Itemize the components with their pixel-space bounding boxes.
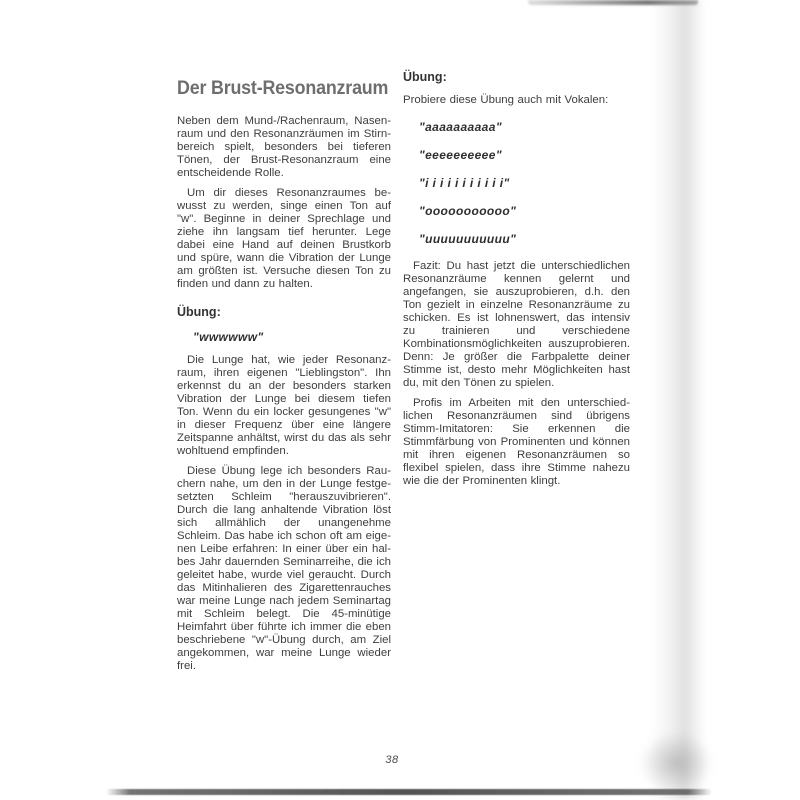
vowel-quote-e: "eeeeeeeeee" — [419, 148, 502, 162]
exercise-label: Übung: — [403, 70, 447, 84]
paragraph-lieblingston: Die Lunge hat, wie jeder Resonanzraum, ihren eigenen "Lieblingston". Ihn erkennst du an der besonders starken Vibration der Lunge bei diesem tiefen Ton. Wenn du ein locker gesungenes "w" in dieser Frequenz über eine längere Zeitspanne anhältst, wirst du das als sehr wohltuend empfinden. — [177, 354, 391, 457]
paragraph-fazit: Fazit: Du hast jetzt die unterschiedlichen Resonanzräume kennen gelernt und angefangen, sie auszuprobieren, d.h. den Ton gezielt in einzelne Resonanzräume zu schicken. Es ist lohnenswert, das intensiv zu trainieren und verschiedene Kombinationsmöglichkeiten auszuprobieren. Denn: Je größer die Farbpalette deiner Stimme ist, desto mehr Möglichkeiten hast du, mit den Tönen zu spielen. — [403, 260, 630, 389]
vowel-quote-u: "uuuuuuuuuuu" — [419, 232, 517, 246]
paragraph-raucher: Diese Übung lege ich besonders Rauchern nahe, um den in der Lunge festgesetzten Schleim "herauszuvibrieren". Durch die lang anhaltende Vibration löst sich allmählich der unangenehme Schleim. Das habe ich schon oft am eigenen Leibe erfahren: In einer über ein halbes Jahr dauernden Seminarreihe, die ich geleitet habe, wurde viel geraucht. Durch das Mitinhalieren des Zigarettenrauches war meine Lunge nach jedem Seminartag mit Schleim belegt. Die 45-minütige Heimfahrt über führte ich immer die eben beschriebene "w"-Übung durch, am Ziel angekommen, war meine Lunge wieder frei. — [177, 465, 391, 672]
paragraph-instruction: Um dir dieses Resonanzraumes bewusst zu werden, singe einen Ton auf "w". Beginne in deiner Sprechlage und ziehe ihn langsam tief herunter. Lege dabei eine Hand auf deinen Brustkorb und spüre, wann die Vibration der Lunge am größten ist. Versuche diesen Ton zu finden und dann zu halten. — [177, 187, 391, 290]
exercise-intro: Probiere diese Übung auch mit Vokalen: — [403, 94, 609, 106]
page-curl-shadow — [650, 0, 706, 800]
exercise-sound-quote: "wwwwww" — [193, 330, 264, 344]
paragraph-intro: Neben dem Mund-/Rachenraum, Nasenraum und den Resonanzräumen im Stirnbereich spielt, besonders bei tieferen Tönen, der Brust-Resonanzraum eine entscheidende Rolle. — [177, 115, 391, 179]
exercise-label: Übung: — [177, 305, 221, 319]
vowel-list — [403, 120, 630, 246]
right-column — [403, 70, 630, 495]
vowel-quote-i: "i i i i i i i i i i i" — [419, 176, 510, 190]
vowel-quote-o: "ooooooooooo" — [419, 204, 517, 218]
page-curl-blob — [638, 732, 714, 794]
page-number: 38 — [385, 754, 399, 766]
left-column — [177, 78, 391, 680]
section-heading: Der Brust-Resonanzraum — [177, 78, 389, 99]
paragraph-profis: Profis im Arbeiten mit den unterschiedlichen Resonanzräumen sind übrigens Stimm-Imitatoren: Sie erkennen die Stimmfärbung von Prominenten und können mit ihren eigenen Resonanzräumen so flexibel spielen, dass ihre Stimme nahezu wie die der Prominenten klingt. — [403, 397, 630, 487]
vowel-quote-a: "aaaaaaaaaa" — [419, 120, 502, 134]
scan-bottom-bar — [106, 789, 712, 795]
